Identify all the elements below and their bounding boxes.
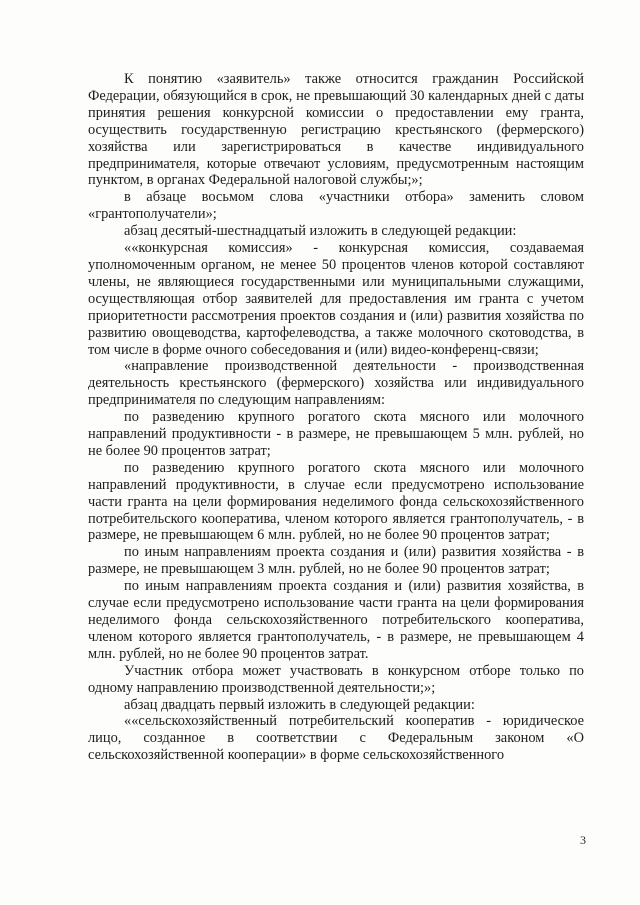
paragraph: по иным направлениям проекта создания и (или) развития хозяйства, в случае если предусмотрено использование части гранта на цели формирования неделимого фонда сельскохозяйственного потребительского кооператива, членом которого является грантополучатель, - в размере, не превышающем 4 млн. рублей, но не более 90 процентов затрат. [88, 578, 584, 662]
paragraph: абзац десятый-шестнадцатый изложить в следующей редакции: [124, 223, 517, 240]
paragraph: ««конкурсная комиссия» - конкурсная комиссия, создаваемая уполномоченным органом, не менее 50 процентов членов которой составляют члены, не являющиеся государственными или муниципальными служащими, осуществляющая отбор заявителей для предоставления им гранта с учетом приоритетности рассмотрения проектов создания и (или) развития хозяйства по развитию овощеводства, картофелеводства, а также молочного скотоводства, в том числе в форме очного собеседования и (или) видео-конференц-связи; [88, 240, 584, 358]
paragraph: «направление производственной деятельности - производственная деятельность крестьянского (фермерского) хозяйства или индивидуального предпринимателя по следующим направлениям: [88, 358, 584, 409]
paragraph: абзац двадцать первый изложить в следующей редакции: [124, 696, 475, 713]
paragraph: по иным направлениям проекта создания и (или) развития хозяйства - в размере, не превышающем 3 млн. рублей, но не более 90 процентов затрат; [88, 544, 584, 578]
page-number: 3 [580, 833, 586, 847]
paragraph: ««сельскохозяйственный потребительский кооператив - юридическое лицо, созданное в соответствии с Федеральным законом «О сельскохозяйственной кооперации» в форме сельскохозяйственного [88, 713, 584, 764]
paragraph: по разведению крупного рогатого скота мясного или молочного направлений продуктивности, в случае если предусмотрено использование части гранта на цели формирования неделимого фонда сельскохозяйственного потребительского кооператива, членом которого является грантополучатель, - в размере, не превышающем 6 млн. рублей, но не более 90 процентов затрат; [88, 459, 584, 544]
paragraph: Участник отбора может участвовать в конкурсном отборе только по одному направлению производственной деятельности;»; [88, 662, 584, 696]
paragraph: по разведению крупного рогатого скота мясного или молочного направлений продуктивности - в размере, не превышающем 5 млн. рублей, но не более 90 процентов затрат; [88, 409, 584, 459]
document-body [88, 71, 584, 764]
paragraph: К понятию «заявитель» также относится гражданин Российской Федерации, обязующийся в срок, не превышающий 30 календарных дней с даты принятия решения конкурсной комиссии о предоставлении ему гранта, осуществить государственную регистрацию крестьянского (фермерского) хозяйства или зарегистрироваться в качестве индивидуального предпринимателя, которые отвечают условиям, предусмотренным настоящим пунктом, в органах Федеральной налоговой службы;»; [88, 71, 584, 189]
paragraph: в абзаце восьмом слова «участники отбора» заменить словом «грантополучатели»; [88, 189, 584, 223]
